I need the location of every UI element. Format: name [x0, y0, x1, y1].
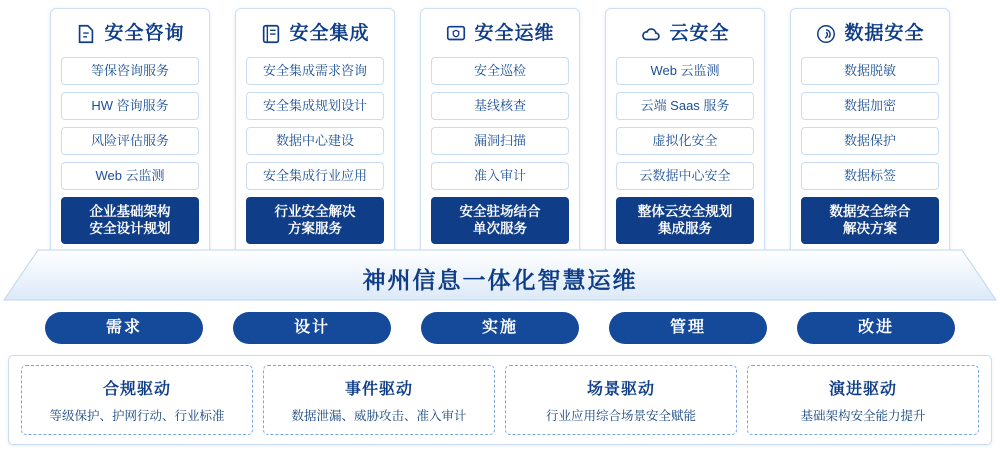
- service-item[interactable]: Web 云监测: [616, 57, 754, 85]
- service-item[interactable]: 漏洞扫描: [431, 127, 569, 155]
- phase-pill-demand[interactable]: 需求: [45, 312, 203, 344]
- column-footer: [801, 197, 939, 244]
- driver-title: 场景驱动: [586, 381, 655, 398]
- service-item[interactable]: HW 咨询服务: [61, 92, 199, 120]
- driver-title: 演进驱动: [828, 381, 897, 398]
- phase-pills: [45, 312, 955, 344]
- service-item[interactable]: 安全集成行业应用: [246, 162, 384, 190]
- service-column-security-operations: [420, 8, 580, 257]
- cloud-icon: [640, 23, 662, 45]
- service-item[interactable]: 数据中心建设: [246, 127, 384, 155]
- service-column-cloud-security: [605, 8, 765, 257]
- column-header: [431, 23, 569, 45]
- drivers-container: [8, 355, 992, 445]
- service-item[interactable]: 基线核查: [431, 92, 569, 120]
- service-item[interactable]: 安全巡检: [431, 57, 569, 85]
- column-footer-line: 整体云安全规划: [637, 204, 733, 219]
- column-footer: [61, 197, 199, 244]
- banner-title: 神州信息一体化智慧运维: [362, 267, 638, 293]
- platform-banner: [0, 248, 1000, 302]
- service-column-security-consulting: [50, 8, 210, 257]
- driver-scenario[interactable]: [505, 365, 737, 435]
- service-item[interactable]: 安全集成规划设计: [246, 92, 384, 120]
- column-title: 安全集成: [289, 23, 370, 44]
- driver-incident[interactable]: [263, 365, 495, 435]
- column-footer-line: 行业安全解决: [274, 204, 356, 219]
- driver-description: 数据泄漏、威胁攻击、准入审计: [291, 409, 467, 423]
- column-title: 安全运维: [474, 23, 555, 44]
- column-title: 数据安全: [844, 23, 925, 44]
- driver-description: 基础架构安全能力提升: [800, 409, 926, 423]
- monitor-shield-icon: [445, 23, 467, 45]
- service-item[interactable]: 等保咨询服务: [61, 57, 199, 85]
- column-footer-line: 集成服务: [658, 221, 712, 236]
- column-footer-line: 数据安全综合: [829, 204, 911, 219]
- service-item[interactable]: 云端 Saas 服务: [616, 92, 754, 120]
- driver-title: 合规驱动: [102, 381, 171, 398]
- driver-description: 行业应用综合场景安全赋能: [545, 409, 696, 423]
- service-item[interactable]: 云数据中心安全: [616, 162, 754, 190]
- service-item[interactable]: 风险评估服务: [61, 127, 199, 155]
- column-footer-line: 解决方案: [843, 221, 897, 236]
- column-footer-line: 企业基础架构: [89, 204, 171, 219]
- phase-pill-implementation[interactable]: 实施: [421, 312, 579, 344]
- column-footer-line: 安全驻场结合: [459, 204, 541, 219]
- service-column-data-security: [790, 8, 950, 257]
- column-header: [801, 23, 939, 45]
- fingerprint-icon: [815, 23, 837, 45]
- phase-pill-design[interactable]: 设计: [233, 312, 391, 344]
- service-column-security-integration: [235, 8, 395, 257]
- column-title: 安全咨询: [104, 23, 185, 44]
- column-footer-line: 方案服务: [288, 221, 342, 236]
- column-footer: [431, 197, 569, 244]
- service-item[interactable]: Web 云监测: [61, 162, 199, 190]
- column-footer: [246, 197, 384, 244]
- service-item[interactable]: 虚拟化安全: [616, 127, 754, 155]
- service-item[interactable]: 数据加密: [801, 92, 939, 120]
- driver-description: 等级保护、护网行动、行业标准: [49, 409, 225, 423]
- driver-compliance[interactable]: [21, 365, 253, 435]
- column-title: 云安全: [669, 23, 730, 44]
- service-columns: [50, 8, 950, 257]
- service-item[interactable]: 安全集成需求咨询: [246, 57, 384, 85]
- column-header: [61, 23, 199, 45]
- phase-pill-improvement[interactable]: 改进: [797, 312, 955, 344]
- column-footer-line: 安全设计规划: [89, 221, 171, 236]
- column-footer: [616, 197, 754, 244]
- column-header: [616, 23, 754, 45]
- service-item[interactable]: 准入审计: [431, 162, 569, 190]
- service-item[interactable]: 数据保护: [801, 127, 939, 155]
- service-item[interactable]: 数据标签: [801, 162, 939, 190]
- shield-document-icon: [75, 23, 97, 45]
- column-header: [246, 23, 384, 45]
- driver-title: 事件驱动: [344, 381, 413, 398]
- phase-pill-management[interactable]: 管理: [609, 312, 767, 344]
- column-footer-line: 单次服务: [473, 221, 527, 236]
- service-item[interactable]: 数据脱敏: [801, 57, 939, 85]
- integration-book-icon: [260, 23, 282, 45]
- driver-evolution[interactable]: [747, 365, 979, 435]
